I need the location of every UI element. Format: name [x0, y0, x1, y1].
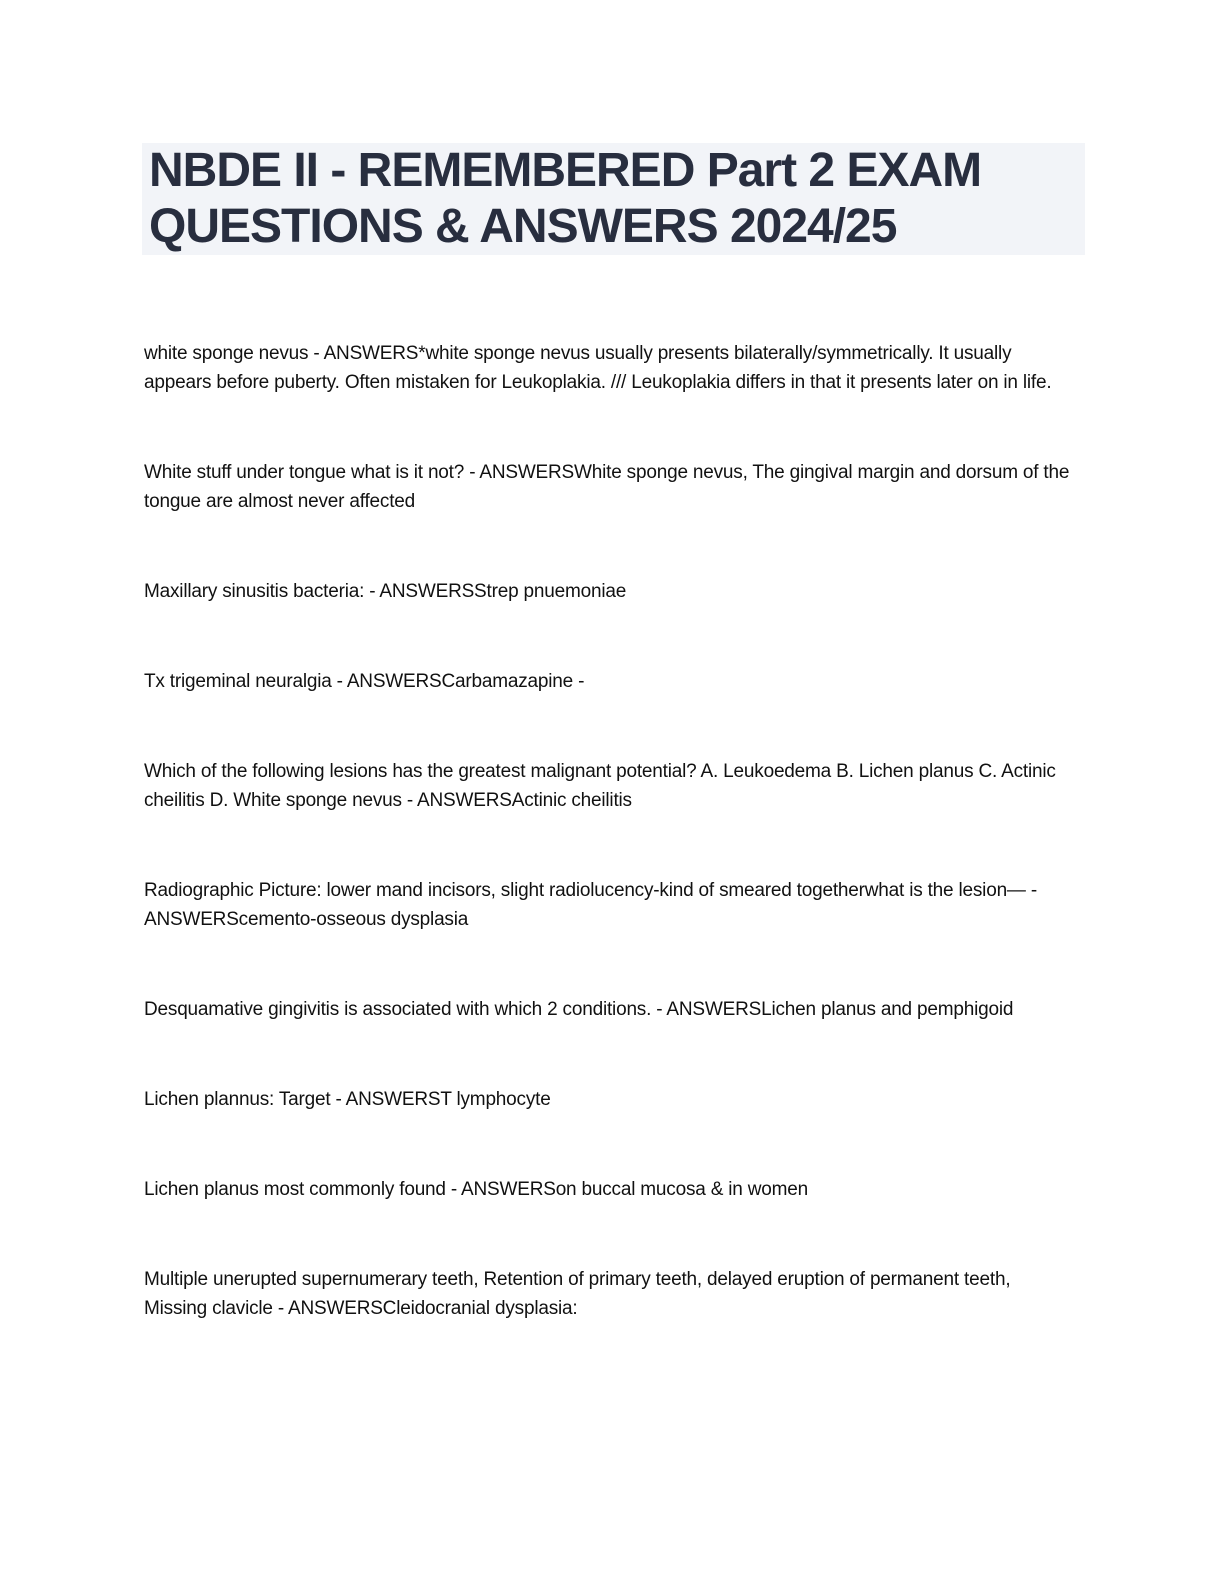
- qa-paragraph: Radiographic Picture: lower mand incisors, slight radiolucency-kind of smeared togetherwhat is the lesion— - ANSWERScemento-osseous dysplasia: [144, 880, 1037, 930]
- qa-paragraph: Lichen plannus: Target - ANSWERST lymphocyte: [144, 1089, 551, 1110]
- qa-paragraph: Desquamative gingivitis is associated with which 2 conditions. - ANSWERSLichen planus and pemphigoid: [144, 999, 1014, 1020]
- qa-paragraph: Tx trigeminal neuralgia - ANSWERSCarbamazapine -: [144, 671, 585, 692]
- qa-paragraph: Multiple unerupted supernumerary teeth, Retention of primary teeth, delayed eruption of permanent teeth, Missing clavicle - ANSWERSCleidocranial dysplasia:: [144, 1269, 1011, 1319]
- qa-paragraph: Which of the following lesions has the greatest malignant potential? A. Leukoedema B. Lichen planus C. Actinic cheilitis D. White sponge nevus - ANSWERSActinic cheilitis: [144, 761, 1056, 811]
- qa-paragraph: White stuff under tongue what is it not? - ANSWERSWhite sponge nevus, The gingival margin and dorsum of the tongue are almost never affected: [144, 462, 1070, 512]
- qa-paragraph: Lichen planus most commonly found - ANSWERSon buccal mucosa & in women: [144, 1179, 808, 1200]
- qa-paragraph: Maxillary sinusitis bacteria: - ANSWERSStrep pnuemoniae: [144, 581, 627, 602]
- qa-paragraph: white sponge nevus - ANSWERS*white sponge nevus usually presents bilaterally/symmetrically. It usually appears before puberty. Often mistaken for Leukoplakia. /// Leukoplakia differs in that it presents later on in life.: [144, 343, 1052, 393]
- qa-paragraphs: [144, 339, 1074, 1323]
- document-content: [142, 143, 1085, 1323]
- document-title: NBDE II - REMEMBERED Part 2 EXAM QUESTIONS & ANSWERS 2024/25: [142, 143, 1085, 255]
